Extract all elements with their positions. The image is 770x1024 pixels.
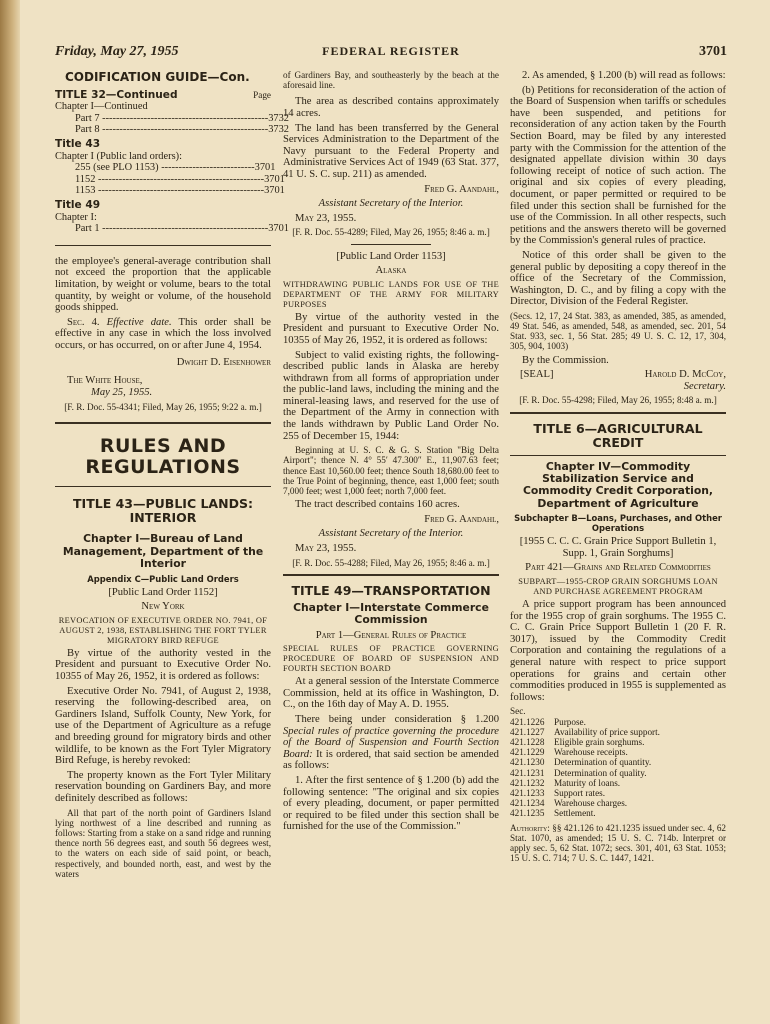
- land-description-cont: of Gardiners Bay, and southeasterly by the beach at the aforesaid line.: [283, 70, 499, 91]
- signature-title: Secretary.: [683, 380, 726, 392]
- part-1-heading: Part 1—General Rules of Practice: [315, 629, 467, 641]
- toc-entry: 1153 ------------------------------------------------: [75, 185, 265, 197]
- toc-page: 3732: [268, 112, 289, 124]
- codification-title: CODIFICATION GUIDE—Con.: [65, 70, 250, 84]
- land-description: All that part of the north point of Gardiners Island lying northwest of a line described and running as follows: Starting from a stake on a sand ridge and running thence north 56 degrees east, and south 56 degrees west, to the waters on each side of said point, or beach, respectively, and bounded north, east, and west by the waters: [55, 807, 271, 879]
- order-caption: WITHDRAWING PUBLIC LANDS FOR USE OF THE DEPARTMENT OF THE ARMY FOR MILITARY PURPOSES: [283, 279, 499, 309]
- section-number: 421.1234: [510, 798, 545, 809]
- section-number: 421.1226: [510, 716, 545, 727]
- toc-page: 3732: [268, 124, 289, 136]
- toc-entry: Part 7 ------------------------------------------------: [75, 112, 269, 124]
- paragraph: Notice of this order shall be given to the general public by depositing a copy thereof in the office of the Secretary of the Commission, Washington, D. C., and by filing a copy with the Director, Division of the Federal Register.: [510, 249, 726, 308]
- toc-row: [510, 788, 726, 798]
- chapter-1-public-land-orders: Chapter I (Public land orders):: [55, 150, 182, 162]
- divider: [510, 455, 726, 456]
- title-32-heading: TITLE 32—Continued: [55, 88, 178, 101]
- paragraph: By virtue of the authority vested in the President and pursuant to Executive Order No. 10355 of May 26, 1952, it is ordered as follows:: [55, 647, 271, 683]
- divider: [510, 412, 726, 414]
- signature-title: Assistant Secretary of the Interior.: [318, 528, 464, 540]
- paragraph: By the Commission.: [522, 354, 609, 366]
- paragraph: Executive Order No. 7941, of August 2, 1938, reserving the following-described area, on Gardiners Island, Suffolk County, New York, for use of the Department of Agriculture as a refuge and breeding ground for migratory birds and other wildlife, to be known as the Fort Tyler Migratory Bird Refuge, is hereby revoked:: [55, 685, 271, 767]
- section-title: Settlement.: [554, 808, 596, 819]
- section-number: 421.1228: [510, 737, 545, 748]
- header-title: FEDERAL REGISTER: [322, 44, 460, 58]
- chapter-4-heading: Chapter IV—Commodity Stabilization Service and Commodity Credit Corporation, Department of Agriculture: [522, 459, 714, 510]
- toc-entry: 1152 ------------------------------------------------: [75, 173, 265, 185]
- paragraph: the employee's general-average contribution shall not exceed the proportion that the applicable limitation, by weight or volume, bears to the total quantity, by weight or volume, of the household goods shipped.: [55, 255, 271, 314]
- subchapter-b-heading: Subchapter B—Loans, Purchases, and Other Operations: [514, 513, 722, 534]
- column-1: [55, 70, 289, 1020]
- order-caption: REVOCATION OF EXECUTIVE ORDER NO. 7941, OF AUGUST 2, 1938, ESTABLISHING THE FORT TYLER MIGRATORY BIRD REFUGE: [58, 615, 268, 645]
- section-title: Availability of price support.: [554, 726, 660, 737]
- section-title: Warehouse charges.: [554, 798, 628, 809]
- section-number: 421.1227: [510, 726, 545, 737]
- toc-row: [510, 808, 726, 818]
- codification-guide: [55, 70, 289, 235]
- fr-doc-note: [F. R. Doc. 55-4289; Filed, May 26, 1955; 8:46 a. m.]: [292, 227, 490, 238]
- land-description: Beginning at U. S. C. & G. S. Station "Big Delta Airport"; thence N. 4° 55′ 47.300″ E., 11,907.63 feet; thence East 10,560.00 feet; thence South 18,680.00 feet to the True Point of beginning, thence, east 1,000 feet; south 7,000 feet; west 1,000 feet; north 7,000 feet.: [283, 445, 499, 497]
- section-number: 421.1229: [510, 747, 545, 758]
- subpart-caption: SUBPART—1955-CROP GRAIN SORGHUMS LOAN AND PURCHASE AGREEMENT PROGRAM: [518, 577, 718, 597]
- toc-row: [510, 768, 726, 778]
- title-49-heading: Title 49: [55, 198, 101, 211]
- divider: [283, 574, 499, 576]
- white-house-line: The White House,: [67, 375, 143, 387]
- section-number: 421.1232: [510, 777, 545, 788]
- divider: [55, 486, 271, 487]
- place-heading: New York: [141, 601, 185, 613]
- fr-doc-note: [F. R. Doc. 55-4288; Filed, May 26, 1955; 8:46 a. m.]: [292, 557, 490, 568]
- authority-note: Authority: §§ 421.126 to 421.1235 issued under sec. 4, 62 Stat. 1070, as amended; 15 U. S. C. 714b. Interpret or apply sec. 5, 62 Stat. 1072; secs. 301, 401, 63 Stat. 1053; 15 U. S. C. 714; 7 U. S. C. 1447, 1421.: [510, 822, 727, 864]
- chapter-1-label: Chapter I—Continued: [55, 101, 148, 113]
- paragraph: 2. As amended, § 1.200 (b) will read as follows:: [522, 70, 726, 81]
- paragraph: The area as described contains approximately 14 acres.: [283, 96, 499, 119]
- divider: [351, 244, 431, 245]
- seal-label: [SEAL]: [520, 369, 554, 381]
- toc-row: [510, 798, 726, 808]
- signature: Fred G. Aandahl,: [424, 513, 499, 525]
- toc-row: [510, 778, 726, 788]
- toc-entry: 255 (see PLO 1153) ---------------------------: [75, 162, 255, 174]
- bulletin-reference: [1955 C. C. C. Grain Price Support Bulletin 1, Supp. 1, Grain Sorghums]: [519, 536, 717, 559]
- citation-note: (Secs. 12, 17, 24 Stat. 383, as amended, 385, as amended, 49 Stat. 546, as amended, 548, as amended, sec. 201, 54 Stat. 933, sec. 1, 56 Stat. 285; 49 U. S. C. 12, 17, 304, 305, 904, 1003): [510, 310, 726, 352]
- plo-number: [Public Land Order 1152]: [108, 586, 218, 598]
- signature: Harold D. McCoy,: [644, 369, 726, 381]
- column-3: [510, 70, 726, 1020]
- paragraph: The land has been transferred by the General Services Administration to the Department of the Navy pursuant to the Federal Property and Administrative Services Act of 1949 (63 Stat. 377, 41 U. S. C. sup. 211) as amended.: [283, 122, 499, 180]
- toc-entry: Part 1 ------------------------------------------------: [75, 223, 269, 235]
- section-title: Warehouse receipts.: [554, 747, 628, 758]
- paragraph: At a general session of the Interstate Commerce Commission, held at its office in Washington, D. C., on the 16th day of May A. D. 1955.: [283, 676, 499, 711]
- paragraph: Subject to valid existing rights, the following-described public lands in Alaska are hereby withdrawn from all forms of appropriation under the public-land laws, including the mining and the mineral-leasing laws, and reserved for the use of the Department of the Army in connection with the lands withdrawn by Public Land Order No. 255 of December 15, 1944:: [283, 349, 499, 442]
- toc-entry: Part 8 ------------------------------------------------: [75, 124, 269, 136]
- page-number: 3701: [699, 44, 727, 59]
- section-number: 421.1233: [510, 788, 545, 799]
- rules-and-regulations-heading: RULES AND REGULATIONS: [85, 435, 241, 479]
- section-title: Determination of quality.: [554, 767, 647, 778]
- toc-page: 3701: [254, 162, 276, 174]
- toc-row: [510, 737, 726, 747]
- divider: [55, 245, 271, 246]
- sec-label: Sec.: [510, 706, 526, 717]
- order-date: May 23, 1955.: [295, 212, 357, 224]
- column-2: [283, 70, 499, 1020]
- header-date: Friday, May 27, 1955: [55, 44, 179, 59]
- white-house-date: May 25, 1955.: [91, 386, 153, 398]
- divider: [55, 422, 271, 424]
- title-6-agricultural-credit: TITLE 6—AGRICULTURAL CREDIT: [533, 420, 703, 450]
- paragraph: The tract described contains 160 acres.: [295, 499, 460, 511]
- toc-page: 3701: [264, 185, 285, 197]
- page-header: [55, 44, 727, 66]
- section-number: 421.1235: [510, 808, 545, 819]
- toc-page: 3701: [268, 223, 289, 235]
- part-421-heading: Part 421—Grains and Related Commodities: [525, 562, 711, 574]
- toc-row: [510, 727, 726, 737]
- plo-number: [Public Land Order 1153]: [336, 250, 446, 262]
- signature: Fred G. Aandahl,: [424, 183, 499, 195]
- signature-block: [510, 369, 726, 381]
- book-binding-edge: [0, 0, 20, 1024]
- paragraph: 1. After the first sentence of § 1.200 (b) add the following sentence: "The original and six copies of every pleading, document, or paper permitted or required to be filed under this section shall be furnished for the use of the Commission.": [283, 775, 499, 833]
- section-title: Purpose.: [554, 716, 586, 727]
- section-toc: [510, 717, 726, 819]
- section-number: 421.1231: [510, 767, 545, 778]
- paragraph: A price support program has been announced for the 1955 crop of grain sorghums. The 1955 C. C. C. Grain Price Support Bulletin 1 (20 F. R. 3017), issued by the Commodity Credit Corporation and containing the regulations of a general nature with respect to price support operations for grains and certain other commodities produced in 1955 is supplemented as follows:: [510, 599, 726, 703]
- toc-page: 3701: [264, 173, 285, 185]
- title-43-public-lands: TITLE 43—PUBLIC LANDS: INTERIOR: [73, 496, 253, 526]
- order-date: May 23, 1955.: [295, 543, 357, 555]
- fr-doc-note: [F. R. Doc. 55-4341; Filed, May 26, 1955; 9:22 a. m.]: [64, 402, 262, 413]
- paragraph: By virtue of the authority vested in the President and pursuant to Executive Order No. 10355 of May 26, 1952, it is ordered as follows:: [283, 311, 499, 346]
- section-title: Determination of quantity.: [554, 757, 652, 768]
- section-title: Maturity of loans.: [554, 777, 621, 788]
- title-49-transportation: TITLE 49—TRANSPORTATION: [291, 582, 491, 598]
- appendix-c-heading: Appendix C—Public Land Orders: [87, 573, 239, 584]
- section-title: Support rates.: [554, 788, 606, 799]
- place-heading: Alaska: [375, 265, 407, 277]
- toc-row: [510, 757, 726, 767]
- signature: Dwight D. Eisenhower: [176, 357, 271, 369]
- chapter-1-blm: Chapter I—Bureau of Land Management, Department of the Interior: [62, 532, 264, 571]
- rules-caption: SPECIAL RULES OF PRACTICE GOVERNING PROCEDURE OF BOARD OF SUSPENSION AND FOURTH SECTION BOARD: [283, 644, 499, 674]
- chapter-1-label: Chapter I:: [55, 211, 97, 223]
- section-title: Eligible grain sorghums.: [554, 737, 645, 748]
- fr-doc-note: [F. R. Doc. 55-4298; Filed, May 26, 1955; 8:48 a. m.]: [519, 395, 717, 406]
- signature-title: Assistant Secretary of the Interior.: [318, 198, 464, 210]
- paragraph: The property known as the Fort Tyler Military reservation bounding on Gardiners Bay, and more definitely described as follows:: [55, 769, 271, 804]
- toc-row: [510, 717, 726, 727]
- title-43-heading: Title 43: [55, 137, 101, 150]
- chapter-1-icc: Chapter I—Interstate Commerce Commission: [293, 600, 489, 627]
- consideration-paragraph: There being under consideration § 1.200 Special rules of practice governing the procedure of the Board of Suspension and Fourth Section Board: It is ordered, that said section be amended as follows:: [283, 714, 499, 772]
- page-label: Page: [253, 89, 271, 100]
- section-number: 421.1230: [510, 757, 545, 768]
- section-4-paragraph: Sec. 4. Effective date. This order shall be effective in any case in which the loss involved occurs, or has occurred, on or after June 4, 1954.: [55, 316, 271, 351]
- toc-row: [510, 747, 726, 757]
- paragraph: (b) Petitions for reconsideration of the action of the Board of Suspension when tariffs or schedules have been suspended, and petitions for reconsideration of any action taken by the Fourth Section Board, may be filed by any interested party with the Commission for the attention of the designated appellate division within 30 days following receipt of notice of such action. The original and six copies of every pleading, document, or paper permitted or required to be filed under this section shall be furnished for the use of the Commission. In all other respects, such petitions and the answers thereto will be governed by the Commission's general rules of practice.: [510, 84, 726, 247]
